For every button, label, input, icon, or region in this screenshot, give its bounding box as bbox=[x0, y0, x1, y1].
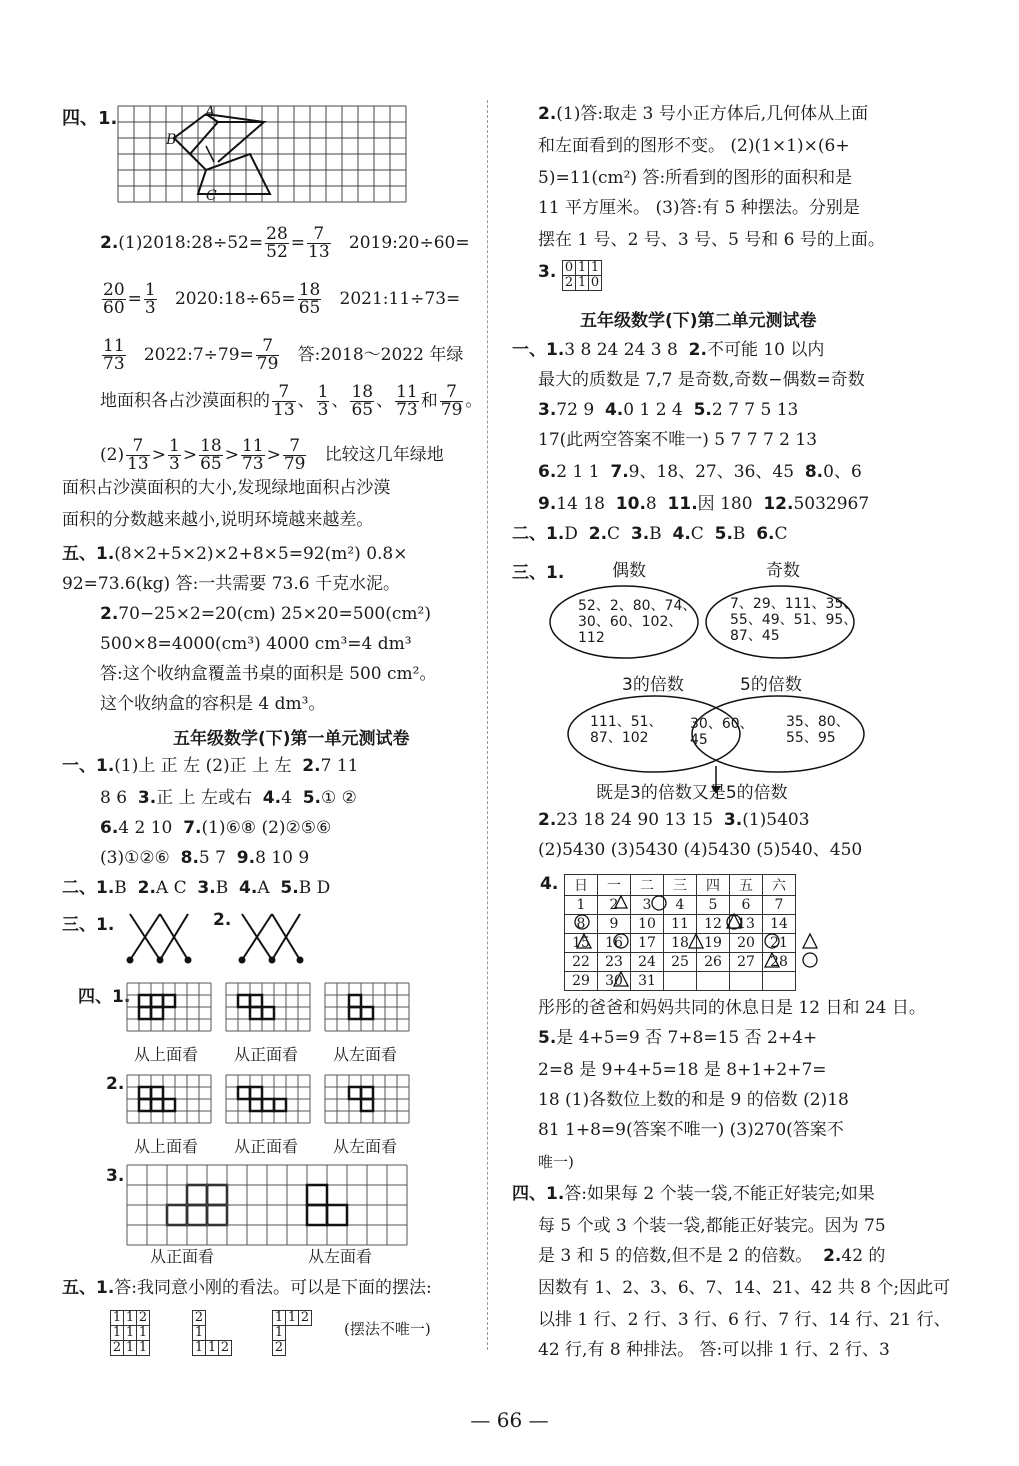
answer-line: 2.70−25×2=20(cm) 25×20=500(cm²) bbox=[100, 604, 431, 624]
view-grid-top-2 bbox=[126, 1074, 212, 1124]
calendar-row: 22 23 24 25 26 27 28 bbox=[565, 953, 796, 972]
set-title-5: 5的倍数 bbox=[740, 675, 802, 695]
answer-line: $\frac{11}{73}$ 2022:7÷79= $\frac{7}{79}$ 答:2018～2022 年绿 bbox=[103, 336, 464, 374]
venn-caption: 既是3的倍数又是5的倍数 bbox=[596, 783, 788, 803]
answer-line: $\frac{20}{60}$ = $\frac{1}{3}$ 2020:18÷65= $\frac{18}{65}$ 2021:11÷73= bbox=[103, 280, 461, 318]
answer-line: (2)5430 (3)5430 (4)5430 (5)540、450 bbox=[538, 840, 863, 860]
answer-line: 3.72 9 4.0 1 2 4 5.2 7 7 5 13 bbox=[538, 400, 799, 420]
answer-line: 因数有 1、2、3、6、7、14、21、42 共 8 个;因此可 bbox=[538, 1278, 951, 1298]
q-label: 四、1. bbox=[78, 987, 131, 1007]
answer-line: 6.4 2 10 7.(1)⑥⑧ (2)②⑤⑥ bbox=[100, 818, 332, 838]
calendar-header: 五 bbox=[730, 875, 763, 896]
answer-line: 17(此两空答案不唯一) 5 7 7 7 2 13 bbox=[538, 430, 818, 450]
answer-line: 最大的质数是 7,7 是奇数,奇数−偶数=奇数 bbox=[538, 370, 865, 390]
q-label: 三、1. bbox=[512, 563, 565, 583]
arrangement-2: 2 1 1 1 2 bbox=[192, 1310, 232, 1356]
answer-line: 五、1.(8×2+5×2)×2+8×5=92(m²) 0.8× bbox=[62, 544, 408, 564]
answer-line: (3)①②⑥ 8.5 7 9.8 10 9 bbox=[100, 848, 310, 868]
view-grid-top-1 bbox=[126, 982, 212, 1032]
answer-line: 二、1.D 2.C 3.B 4.C 5.B 6.C bbox=[512, 524, 788, 544]
answer-line: 彤彤的爸爸和妈妈共同的休息日是 12 日和 24 日。 bbox=[538, 998, 926, 1018]
caption: 从正面看 bbox=[234, 1137, 299, 1156]
view-grid-front-1 bbox=[225, 982, 311, 1032]
answer-line: 18 (1)各数位上数的和是 9 的倍数 (2)18 bbox=[538, 1090, 849, 1110]
answer-line: 五、1.答:我同意小刚的看法。可以是下面的摆法: bbox=[62, 1278, 432, 1298]
calendar-row: 8 9 10 11 12 13 14 bbox=[565, 915, 796, 934]
caption: 从左面看 bbox=[333, 1045, 398, 1064]
answer-line: 每 5 个或 3 个装一袋,都能正好装完。因为 75 bbox=[538, 1216, 886, 1236]
answer-line: 2.23 18 24 90 13 15 3.(1)5403 bbox=[538, 810, 810, 830]
answer-line: 以排 1 行、2 行、3 行、6 行、7 行、14 行、21 行、 bbox=[538, 1310, 951, 1330]
answer-line: 500×8=4000(cm³) 4000 cm³=4 dm³ bbox=[100, 634, 412, 654]
answer-line: (2) $\frac{7}{13}$ > $\frac{1}{3}$ > $\frac{18}{65}$ > $\frac{11}{73}$ > $\frac{7}{79}$ 比较这几年绿地 bbox=[100, 436, 444, 474]
odd-set: 7、29、111、35、 55、49、51、95、 87、45 bbox=[730, 596, 858, 644]
set-title-3: 3的倍数 bbox=[622, 675, 684, 695]
matching-figure-1 bbox=[124, 910, 194, 966]
caption: 从正面看 bbox=[234, 1045, 299, 1064]
answer-line: 2=8 是 9+4+5=18 是 8+1+2+7= bbox=[538, 1060, 827, 1080]
caption: 从正面看 bbox=[150, 1247, 215, 1266]
section-title: 五年级数学(下)第一单元测试卷 bbox=[173, 729, 410, 749]
view-grid-front-2 bbox=[225, 1074, 311, 1124]
arrangement-1: 1 1 2 1 1 1 2 1 1 bbox=[110, 1310, 150, 1356]
calendar-row: 15 16 17 18 19 20 21 bbox=[565, 934, 796, 953]
column-divider bbox=[487, 100, 488, 1350]
calendar-row: 1 2 3 4 5 6 7 bbox=[565, 896, 796, 915]
answer-line: 9.14 18 10.8 11.因 180 12.5032967 bbox=[538, 494, 870, 514]
answer-line: 四、1.答:如果每 2 个装一袋,不能正好装完;如果 bbox=[512, 1184, 875, 1204]
answer-line: 和左面看到的图形不变。 (2)(1×1)×(6+ bbox=[538, 136, 850, 156]
answer-line: 92=73.6(kg) 答:一共需要 73.6 千克水泥。 bbox=[62, 574, 400, 594]
q-label: 4. bbox=[540, 874, 559, 894]
calendar-header: 六 bbox=[763, 875, 796, 896]
view-grid-left-3 bbox=[126, 1164, 408, 1246]
answer-line: 地面积各占沙漠面积的 $\frac{7}{13}$ 、 $\frac{1}{3}$ 、 $\frac{18}{65}$ 、 $\frac{11}{73}$ 和 $\frac{7}{79}$ 。 bbox=[100, 382, 483, 420]
q-label: 2. bbox=[106, 1074, 125, 1094]
answer-line: 2.(1)答:取走 3 号小正方体后,几何体从上面 bbox=[538, 104, 869, 124]
calendar-header: 二 bbox=[631, 875, 664, 896]
answer-line: 是 3 和 5 的倍数,但不是 2 的倍数。 2.42 的 bbox=[538, 1246, 886, 1266]
section-title: 五年级数学(下)第二单元测试卷 bbox=[580, 311, 817, 331]
answer-line: 一、1.3 8 24 24 3 8 2.不可能 10 以内 bbox=[512, 340, 825, 360]
answer-line: 面积的分数越来越小,说明环境越来越差。 bbox=[62, 510, 374, 530]
view-grid-left-1 bbox=[324, 982, 410, 1032]
even-set: 52、2、80、74、 30、60、102、 112 bbox=[578, 598, 697, 646]
note: (摆法不唯一) bbox=[344, 1320, 431, 1338]
calendar-header: 三 bbox=[664, 875, 697, 896]
answer-line: 81 1+8=9(答案不唯一) (3)270(答案不 bbox=[538, 1120, 844, 1140]
answer-line: 5.是 4+5=9 否 7+8=15 否 2+4+ bbox=[538, 1028, 818, 1048]
caption: 从上面看 bbox=[134, 1137, 199, 1156]
multiples-3-set: 111、51、 87、102 bbox=[590, 714, 663, 746]
grid-figure bbox=[118, 106, 418, 202]
answer-line: 2.(1)2018:28÷52= $\frac{28}{52}$ = $\frac{7}{13}$ 2019:20÷60= bbox=[100, 224, 470, 262]
answer-line: 11 平方厘米。 (3)答:有 5 种摆法。分别是 bbox=[538, 198, 860, 218]
q-label: 三、1. bbox=[62, 915, 115, 935]
calendar-header: 一 bbox=[598, 875, 631, 896]
answer-line: 6.2 1 1 7.9、18、27、36、45 8.0、6 bbox=[538, 462, 862, 482]
q-label: 3. bbox=[106, 1166, 125, 1186]
point-label-c: C bbox=[206, 188, 217, 204]
common-multiples-set: 30、60、 45 bbox=[690, 716, 754, 748]
q-label: 四、1. bbox=[62, 108, 118, 129]
calendar-row: 29 30 31 bbox=[565, 972, 796, 991]
point-label-b: B bbox=[166, 132, 177, 148]
answer-line: 这个收纳盒的容积是 4 dm³。 bbox=[100, 694, 326, 714]
answer-line: 摆在 1 号、2 号、3 号、5 号和 6 号的上面。 bbox=[538, 230, 885, 250]
answer-line: 唯一) bbox=[538, 1153, 574, 1171]
page-number: — 66 — bbox=[470, 1408, 549, 1432]
point-label-a: A bbox=[205, 104, 216, 120]
set-title-odd: 奇数 bbox=[766, 561, 800, 581]
calendar-marks bbox=[564, 874, 828, 994]
answer-line: 二、1.B 2.A C 3.B 4.A 5.B D bbox=[62, 878, 331, 898]
answer-line: 面积占沙漠面积的大小,发现绿地面积占沙漠 bbox=[62, 478, 391, 498]
calendar-header: 四 bbox=[697, 875, 730, 896]
calendar-header: 日 bbox=[565, 875, 598, 896]
answer-line: 答:这个收纳盒覆盖书桌的面积是 500 cm²。 bbox=[100, 664, 437, 684]
matching-figure-2 bbox=[236, 910, 306, 966]
answer-line: 一、1.(1)上 正 左 (2)正 上 左 2.7 11 bbox=[62, 756, 359, 776]
q-label: 3. bbox=[538, 262, 557, 282]
arrangement-3: 1 1 2 1 2 bbox=[272, 1310, 312, 1356]
view-grid-left-2 bbox=[324, 1074, 410, 1124]
multiples-5-set: 35、80、 55、95 bbox=[786, 714, 850, 746]
set-title-even: 偶数 bbox=[612, 561, 646, 581]
mini-grid: 0 1 1 2 1 0 bbox=[562, 260, 602, 291]
answer-line: 8 6 3.正 上 左或右 4.4 5.① ② bbox=[100, 788, 357, 808]
answer-line: 5)=11(cm²) 答:所看到的图形的面积和是 bbox=[538, 168, 853, 188]
q-label: 2. bbox=[213, 910, 232, 930]
caption: 从左面看 bbox=[333, 1137, 398, 1156]
answer-line: 42 行,有 8 种排法。 答:可以排 1 行、2 行、3 bbox=[538, 1340, 890, 1360]
caption: 从上面看 bbox=[134, 1045, 199, 1064]
caption: 从左面看 bbox=[308, 1247, 373, 1266]
